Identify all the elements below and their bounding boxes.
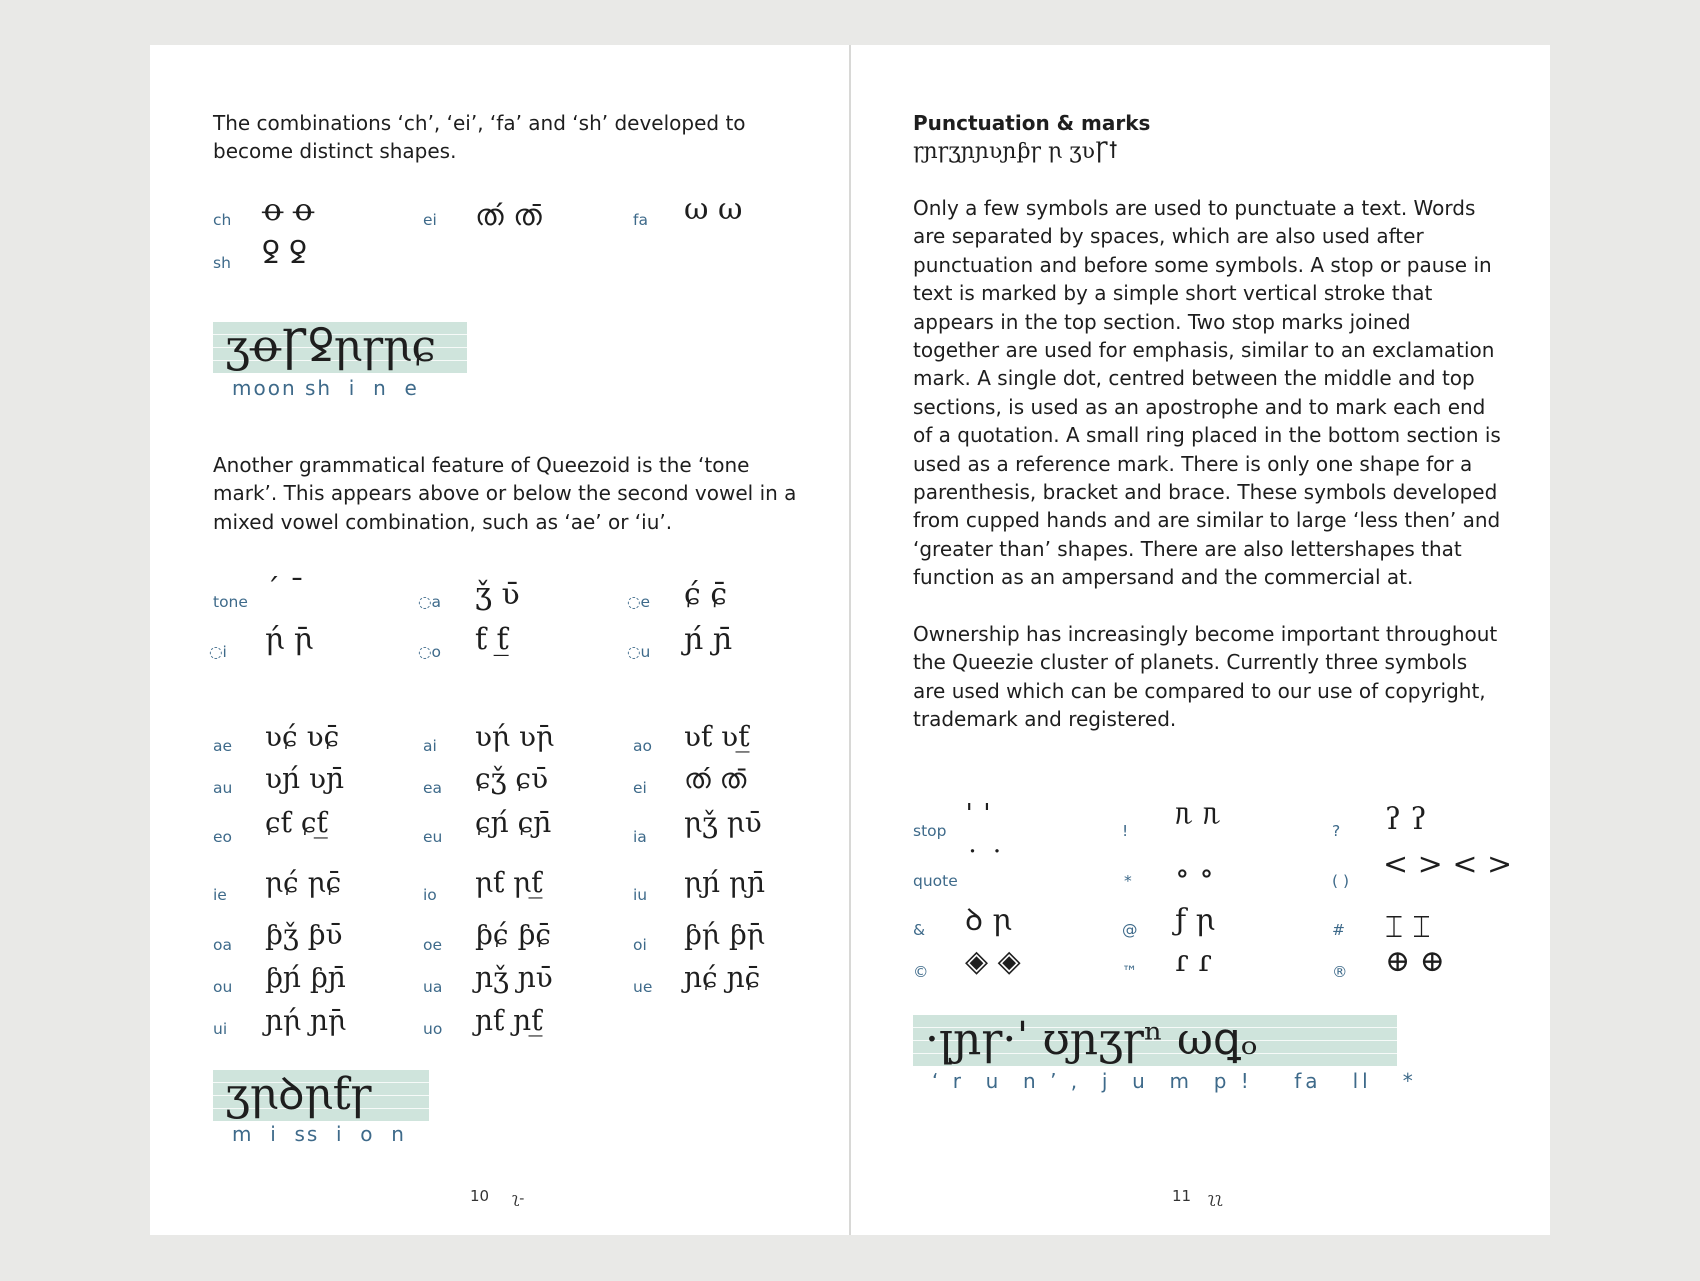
transliteration-mission: m i ss i o n [232, 1122, 406, 1146]
tone-label: tone [213, 593, 248, 611]
section-heading: Punctuation & marks [913, 111, 1151, 135]
page-number-glyph-left: ʅ- [512, 1189, 525, 1207]
intro-paragraph: The combinations ‘ch’, ‘ei’, ‘fa’ and ‘sh’ developed to become distinct shapes. [213, 111, 746, 164]
punct-glyphs-quote: ˙ ˙ [965, 845, 1005, 880]
punct-glyphs-parenthesis: < > < > [1383, 847, 1513, 882]
combo-label-fa: fa [633, 211, 648, 229]
tone-glyphs-o: ƭ ƭ̲ [475, 622, 509, 657]
tone-label-i: ◌i [209, 643, 227, 661]
punct-label-exclamation: ! [1122, 822, 1129, 840]
punct-glyphs-at: ƒ ꞃ [1175, 903, 1215, 938]
punct-label-trademark: ™ [1122, 963, 1138, 981]
punct-glyphs-copyright: ◈ ◈ [965, 944, 1021, 979]
pair-label-eo: eo [213, 828, 233, 846]
pair-glyphs-ae: ʋɕ́ ʋɕ̄ [265, 720, 340, 753]
punct-label-asterisk: * [1124, 872, 1132, 890]
punct-glyphs-question: ʔ ʔ [1385, 802, 1427, 837]
pair-label-ou: ou [213, 978, 233, 996]
punct-glyphs-stop: ˈ ˈ [965, 799, 992, 834]
tone-glyphs-a: ǯ ʋ̄ [475, 577, 520, 612]
pair-label-oe: oe [423, 936, 443, 954]
punct-label-ampersand: & [913, 921, 926, 939]
tone-glyphs-e: ɕ́ ɕ̄ [684, 577, 728, 612]
pair-glyphs-ia: ꞃǯ ꞃʋ̄ [684, 806, 762, 839]
pair-label-ue: ue [633, 978, 653, 996]
punct-label-parenthesis: ( ) [1332, 872, 1350, 890]
punct-glyphs-ampersand: ꝺ ꞃ [965, 903, 1012, 938]
pair-label-ai: ai [423, 737, 437, 755]
pair-label-ea: ea [423, 779, 443, 797]
pair-glyphs-ue: ɲɕ́ ɲɕ̄ [684, 961, 761, 994]
page-number-left: 10 [470, 1187, 490, 1205]
pair-glyphs-ie: ꞃɕ́ ꞃɕ̄ [265, 866, 342, 899]
pair-glyphs-ao: ʋƭ ʋƭ̲ [684, 720, 750, 753]
example-band-run-jump-fall [913, 1015, 1397, 1066]
pair-label-oa: oa [213, 936, 232, 954]
pair-glyphs-oe: ƥɕ́ ƥɕ̄ [475, 918, 552, 951]
pair-label-oi: oi [633, 936, 647, 954]
ownership-paragraph: Ownership has increasingly become important throughout the Queezie cluster of planets. Currently three symbols are used which can be compared to our use of copyright, trademark and registered. [913, 622, 1498, 732]
punct-label-at: @ [1122, 921, 1138, 939]
page-number-right: 11 [1172, 1187, 1192, 1205]
tone-label-a: ◌a [418, 593, 442, 611]
pair-glyphs-oa: ƥǯ ƥʋ̄ [265, 918, 343, 951]
punctuation-paragraph: Only a few symbols are used to punctuate a text. Words are separated by spaces, which are also used after punctuation and before some symbols. A stop or pause in text is marked by a simple short vertical stroke that appears in the top section. Two stop marks joined together are used for emphasis, similar to an exclamation mark. A single dot, centred between the middle and top sections, is used as an apostrophe and to mark each end of a quotation. A small ring placed in the bottom section is used as a reference mark. There is only one shape for a parenthesis, bracket and brace. These symbols developed from cupped hands and are similar to large ‘less then’ and ‘greater than’ shapes. There are also lettershapes that function as an ampersand and the commercial at. [913, 196, 1501, 590]
pair-glyphs-oi: ƥꞃ́ ƥꞃ̄ [684, 918, 765, 951]
combo-label-ch: ch [213, 211, 232, 229]
punct-label-registered: ® [1332, 963, 1348, 981]
tone-label-e: ◌e [627, 593, 651, 611]
pair-label-ui: ui [213, 1020, 228, 1038]
section-heading-glyphs: ꞅɲꞅʒɲɲʋɲƥꞅ ꞃ ʒʋꞄꝉ [913, 139, 1118, 164]
transliteration-moonshine: moon sh i n e [232, 376, 419, 400]
punct-label-quote: quote [913, 872, 958, 890]
tone-glyphs-u: ɲ́ ɲ̄ [684, 622, 733, 657]
combo-label-sh: sh [213, 254, 231, 272]
pair-glyphs-ou: ƥɲ́ ƥɲ̄ [265, 961, 346, 994]
punct-glyphs-trademark: ɾ ɾ [1175, 944, 1212, 979]
pair-glyphs-uo: ɲƭ ɲƭ̲ [475, 1004, 543, 1037]
pair-glyphs-io: ꞃƭ ꞃƭ̲ [475, 866, 543, 899]
punct-glyphs-asterisk: ∘ ∘ [1175, 856, 1214, 891]
punct-label-question: ? [1332, 822, 1341, 840]
pair-label-ae: ae [213, 737, 233, 755]
pair-glyphs-eu: ɕɲ́ ɕɲ̄ [475, 806, 552, 839]
tone-paragraph: Another grammatical feature of Queezoid is the ‘tone mark’. This appears above or below the second vowel in a mixed vowel combination, such as ‘ae’ or ‘iu’. [213, 453, 797, 534]
example-band-mission [213, 1070, 429, 1121]
pair-label-ei: ei [633, 779, 647, 797]
punct-label-copyright: © [913, 963, 929, 981]
pair-glyphs-ui: ɲꞃ́ ɲꞃ̄ [265, 1004, 347, 1037]
pair-label-eu: eu [423, 828, 443, 846]
book-gutter [849, 45, 851, 1235]
pair-glyphs-iu: ꞃɲ́ ꞃɲ̄ [684, 866, 766, 899]
punct-glyphs-registered: ⊕ ⊕ [1385, 944, 1445, 979]
tone-glyphs-i: ꞃ́ ꞃ̄ [265, 622, 314, 657]
punct-label-stop: stop [913, 822, 947, 840]
example-glyphs-moonshine: ʒꝋꞄꝿꞃꞅꞃɕ [225, 322, 437, 372]
pair-glyphs-eo: ɕƭ ɕƭ̲ [265, 806, 328, 839]
example-band-moonshine [213, 322, 467, 373]
pair-label-ua: ua [423, 978, 443, 996]
punct-glyphs-hash: ⌶ ⌶ [1385, 910, 1431, 945]
combo-label-ei: ei [423, 211, 437, 229]
pair-label-au: au [213, 779, 233, 797]
punct-glyphs-exclamation: ᥰ ᥰ [1175, 797, 1222, 832]
transliteration-run-jump-fall: ‘ r u n ’ , j u m p ! fa ll * [932, 1069, 1417, 1093]
pair-glyphs-ei: ത́ ത̄ [684, 762, 747, 795]
pair-glyphs-au: ʋɲ́ ʋɲ̄ [265, 762, 344, 795]
example-glyphs-mission: ʒꞃꝺꞃƭꞅ [225, 1070, 372, 1120]
pair-glyphs-ua: ɲǯ ɲʋ̄ [475, 961, 553, 994]
combo-glyphs-fa: ω ω [684, 192, 743, 227]
pair-label-ie: ie [213, 886, 227, 904]
punct-label-hash: # [1332, 921, 1345, 939]
pair-label-ia: ia [633, 828, 647, 846]
pair-label-ao: ao [633, 737, 652, 755]
pair-glyphs-ai: ʋꞃ́ ʋꞃ̄ [475, 720, 555, 753]
tone-label-u: ◌u [627, 643, 651, 661]
pair-label-io: io [423, 886, 437, 904]
pair-label-iu: iu [633, 886, 648, 904]
combo-glyphs-sh: ꝿ ꝿ [262, 236, 307, 271]
pair-glyphs-ea: ɕǯ ɕʋ̄ [475, 762, 549, 795]
combo-glyphs-ch: ꝋ ꝋ [262, 193, 315, 228]
page-number-glyph-right: ʅʅ [1208, 1189, 1223, 1207]
tone-marks: ´ ¯ [265, 573, 305, 608]
example-glyphs-run-jump-fall: ·ꞁɲꞅ·ˈ ʊɲʒꞅⁿ ωꝗₒ [925, 1015, 1258, 1065]
pair-label-uo: uo [423, 1020, 443, 1038]
combo-glyphs-ei: ത́ ത̄ [475, 198, 542, 233]
tone-label-o: ◌o [418, 643, 442, 661]
